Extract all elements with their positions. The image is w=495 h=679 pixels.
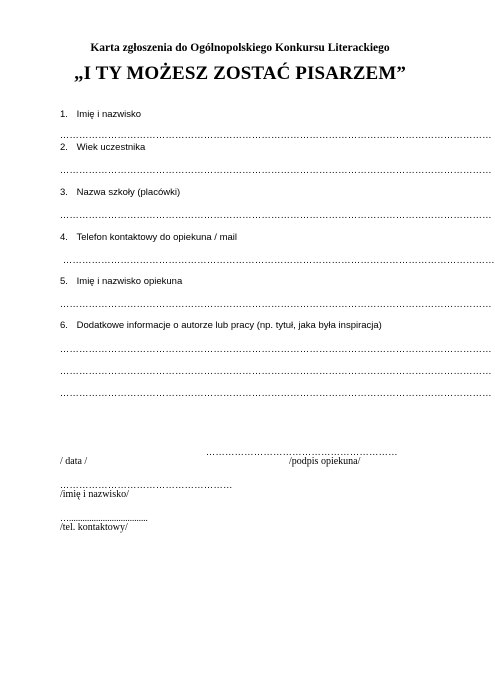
- question-number: 2.: [60, 142, 68, 153]
- question-label: Nazwa szkoły (placówki): [76, 187, 181, 198]
- contest-title: „I TY MOŻESZ ZOSTAĆ PISARZEM”: [74, 63, 406, 84]
- question-4: [60, 232, 237, 243]
- answer-line-6a[interactable]: ………………………………………………………………………………………………………………………: [60, 344, 492, 354]
- name-label: /imię i nazwisko/: [60, 489, 129, 500]
- question-number: 1.: [60, 109, 68, 120]
- answer-line-6c[interactable]: ………………………………………………………………………………………………………………………: [60, 388, 492, 398]
- question-label: Imię i nazwisko: [76, 109, 142, 120]
- question-label: Imię i nazwisko opiekuna: [76, 276, 183, 287]
- question-5: [60, 276, 182, 287]
- question-number: 3.: [60, 187, 68, 198]
- guardian-signature-line[interactable]: ……………………………………………………: [206, 447, 398, 457]
- answer-line-4[interactable]: ………………………………………………………………………………………………………………………: [63, 255, 495, 265]
- answer-line-5[interactable]: ………………………………………………………………………………………………………………………: [60, 299, 492, 309]
- question-label: Wiek uczestnika: [76, 142, 146, 153]
- question-label: Telefon kontaktowy do opiekuna / mail: [76, 232, 238, 243]
- question-number: 5.: [60, 276, 68, 287]
- question-6: [60, 320, 382, 331]
- question-2: [60, 142, 145, 153]
- question-label: Dodatkowe informacje o autorze lub pracy (np. tytuł, jaka była inspiracja): [76, 320, 382, 331]
- question-3: [60, 187, 180, 198]
- phone-label: /tel. kontaktowy/: [60, 522, 128, 533]
- form-subtitle: Karta zgłoszenia do Ogólnopolskiego Konkursu Literackiego: [90, 42, 390, 54]
- answer-line-1[interactable]: ………………………………………………………………………………………………………………………: [60, 130, 492, 140]
- question-number: 6.: [60, 320, 68, 331]
- question-number: 4.: [60, 232, 68, 243]
- date-label: / data /: [60, 456, 88, 467]
- answer-line-3[interactable]: ………………………………………………………………………………………………………………………: [60, 210, 492, 220]
- phone-line[interactable]: …...................................: [60, 513, 148, 523]
- question-1: [60, 109, 141, 120]
- answer-line-2[interactable]: ………………………………………………………………………………………………………………………: [60, 165, 492, 175]
- guardian-signature-label: /podpis opiekuna/: [289, 456, 361, 467]
- answer-line-6b[interactable]: ………………………………………………………………………………………………………………………: [60, 366, 492, 376]
- name-signature-line[interactable]: ………………………………………………: [60, 480, 233, 490]
